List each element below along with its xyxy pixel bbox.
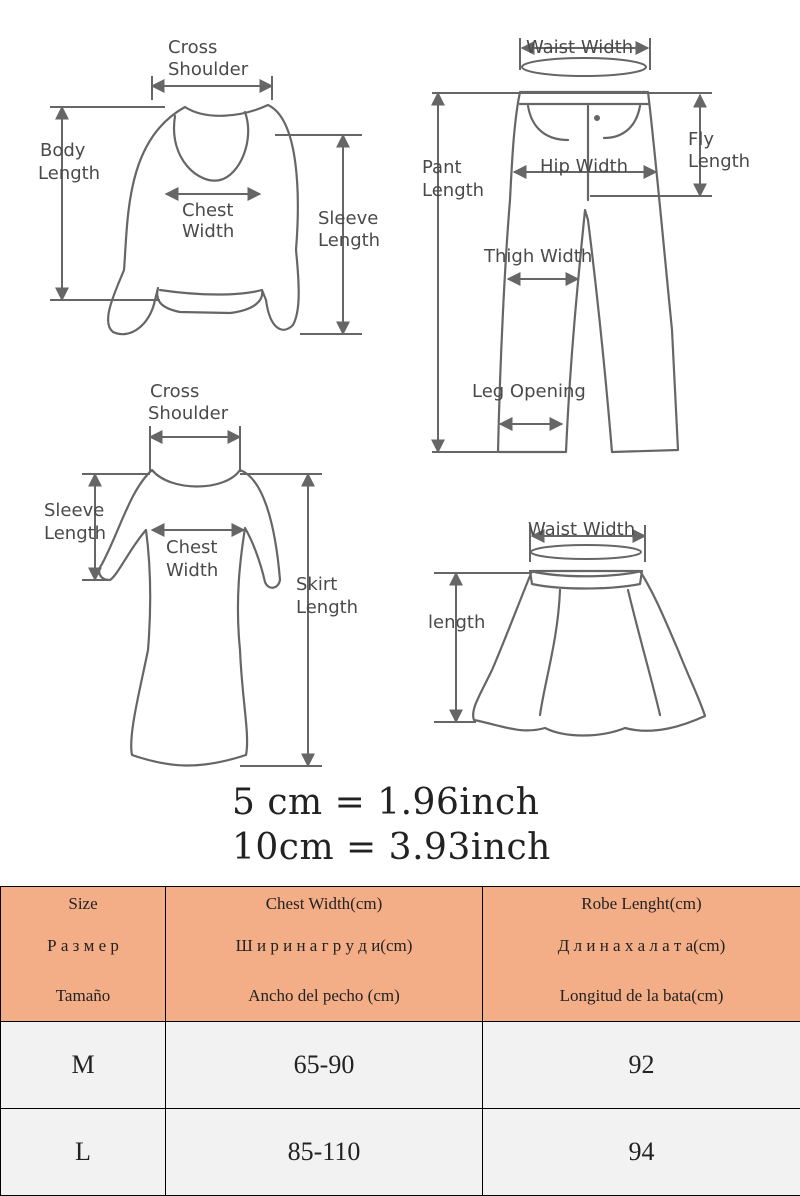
conversion-10cm: 10cm = 3.93inch	[232, 827, 551, 868]
pants-diagram	[422, 37, 750, 452]
header-size-es: Tamaño	[1, 971, 165, 1021]
dress-skirt-length-label-2: Length	[296, 597, 358, 618]
sweater-cross-shoulder-label-1: Cross	[168, 37, 217, 58]
chest-width-cell: 85-110	[166, 1109, 483, 1196]
table-row	[1, 1109, 800, 1196]
dress-chest-width-label-1: Chest	[166, 537, 218, 558]
header-robe-ru: Д л и н а х а л а т а(cm)	[483, 921, 800, 971]
pants-waist-width-label: Waist Width	[526, 37, 633, 58]
chest-width-cell: 65-90	[166, 1022, 483, 1109]
size-cell: L	[1, 1109, 166, 1196]
sweater-chest-width-label-1: Chest	[182, 200, 234, 221]
robe-length-cell: 92	[483, 1022, 800, 1109]
sweater-sleeve-length-label-1: Sleeve	[318, 208, 378, 229]
table-header-row	[1, 887, 800, 1022]
header-chest-ru: Ш и р и н а г р у д и(cm)	[166, 921, 482, 971]
sweater-body-length-label-1: Body	[40, 140, 86, 161]
skirt-outline	[473, 571, 705, 736]
sweater-body-length-label-2: Length	[38, 163, 100, 184]
size-table	[0, 886, 800, 1196]
pants-thigh-width-label: Thigh Width	[483, 246, 592, 267]
size-cell: M	[1, 1022, 166, 1109]
conversion-5cm: 5 cm = 1.96inch	[232, 782, 539, 823]
sweater-chest-width-label-2: Width	[182, 221, 234, 242]
pants-fly-length-label-2: Length	[688, 151, 750, 172]
header-robe-length	[483, 887, 800, 1022]
pants-fly-length-label-1: Fly	[688, 129, 714, 150]
header-size	[1, 887, 166, 1022]
header-chest-es: Ancho del pecho (cm)	[166, 971, 482, 1021]
dress-sleeve-length-label-1: Sleeve	[44, 500, 104, 521]
header-robe-es: Longitud de la bata(cm)	[483, 971, 800, 1021]
robe-length-cell: 94	[483, 1109, 800, 1196]
pants-pant-length-label-1: Pant	[422, 157, 462, 178]
header-chest-en: Chest Width(cm)	[166, 887, 482, 921]
skirt-waist-width-label: Waist Width	[528, 519, 635, 540]
dress-chest-width-label-2: Width	[166, 560, 218, 581]
dress-cross-shoulder-label-2: Shoulder	[148, 403, 229, 424]
header-size-en: Size	[1, 887, 165, 921]
dress-cross-shoulder-label-1: Cross	[150, 381, 199, 402]
dress-outline	[99, 470, 280, 766]
header-robe-en: Robe Lenght(cm)	[483, 887, 800, 921]
skirt-diagram	[428, 519, 705, 736]
sweater-cross-shoulder-label-2: Shoulder	[168, 59, 249, 80]
header-size-ru: Р а з м е р	[1, 921, 165, 971]
sweater-sleeve-length-label-2: Length	[318, 230, 380, 251]
pants-pant-length-label-2: Length	[422, 180, 484, 201]
skirt-length-label: length	[428, 612, 485, 633]
header-chest-width	[166, 887, 483, 1022]
pants-hip-width-label: Hip Width	[540, 156, 628, 177]
dress-sleeve-length-label-2: Length	[44, 523, 106, 544]
table-row	[1, 1022, 800, 1109]
pants-leg-opening-label: Leg Opening	[472, 381, 586, 402]
dress-skirt-length-label-1: Skirt	[296, 574, 337, 595]
sweater-diagram	[38, 37, 380, 334]
dress-diagram	[44, 381, 358, 766]
